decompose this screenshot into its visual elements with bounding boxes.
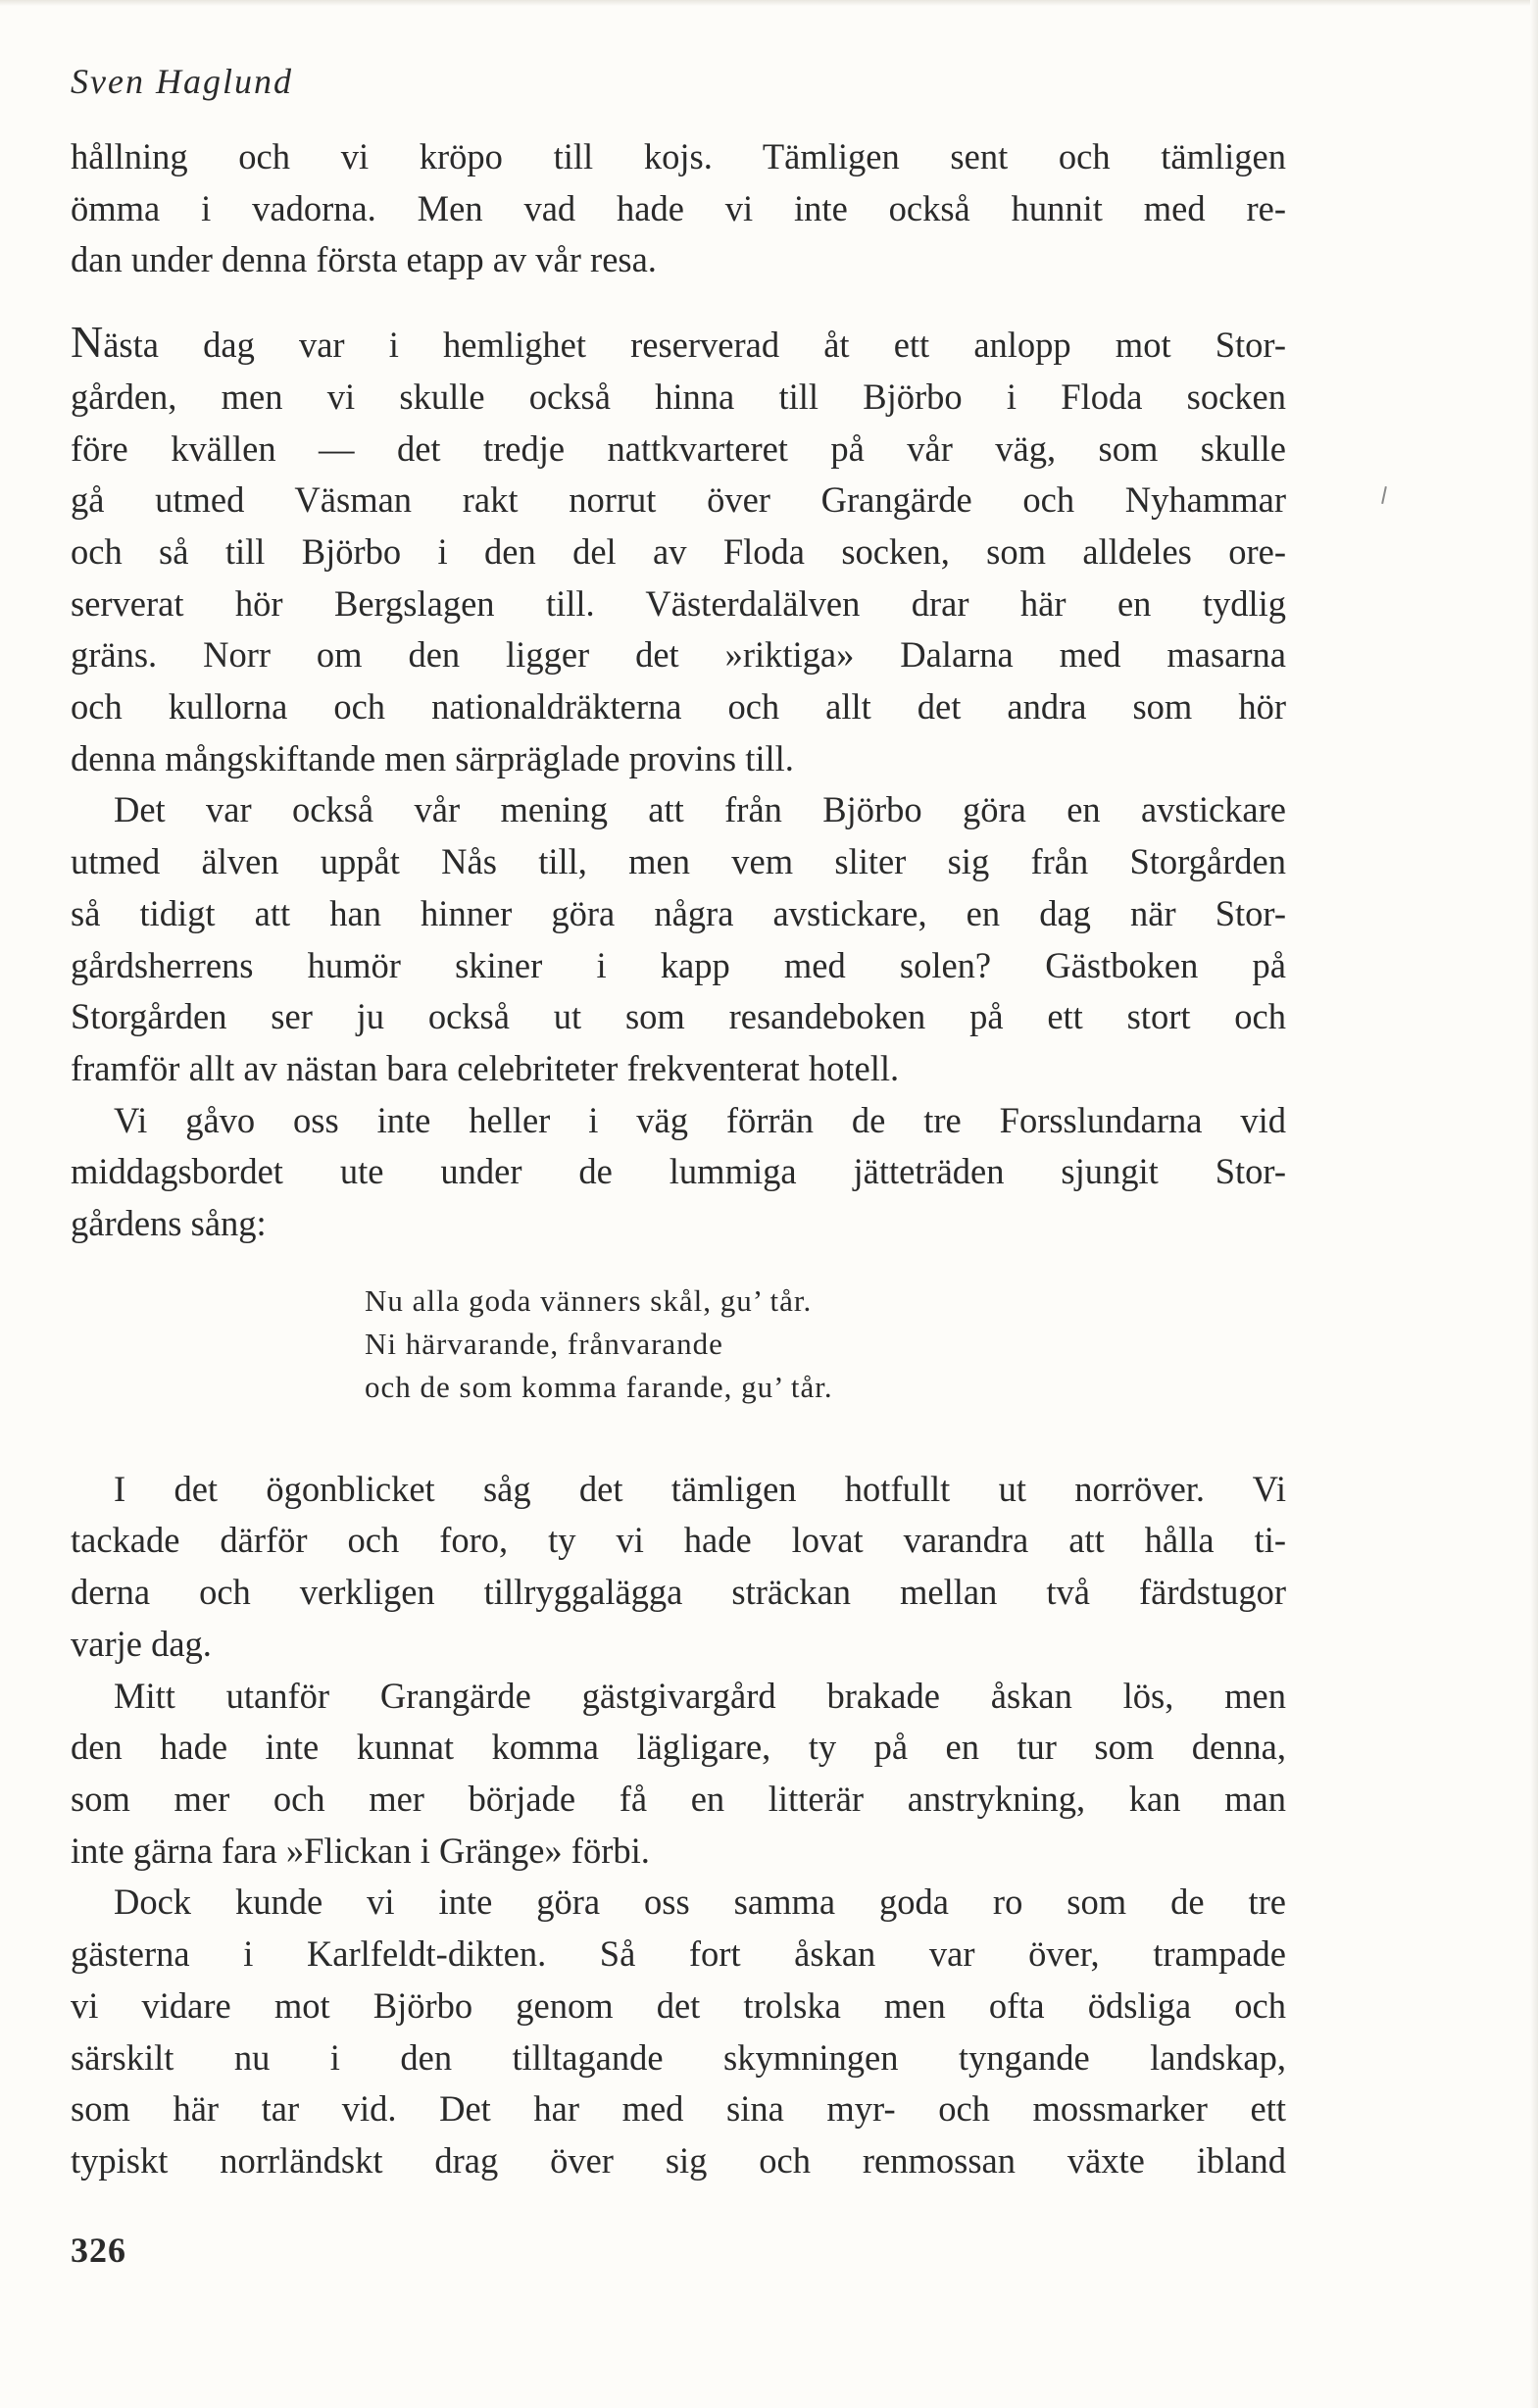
text-line: utmed älven uppåt Nås till, men vem sliter sig från Storgården [71,841,1286,882]
text-line: derna och verkligen tillryggalägga sträckan mellan två färdstugor [71,1572,1286,1613]
text-line: middagsbordet ute under de lummiga jätteträden sjungit Stor- [71,1151,1286,1192]
text-line: före kvällen — det tredje nattkvarteret på vår väg, som skulle [71,427,1286,469]
text-line: inte gärna fara »Flickan i Gränge» förbi. [71,1830,650,1871]
text-line: särskilt nu i den tilltagande skymningen tyngande landskap, [71,2036,1286,2078]
paragraph [71,784,1286,1094]
body-text [71,131,1286,2187]
text-line: dan under denna första etapp av vår resa. [71,239,657,280]
text-line: som mer och mer började få en litterär anstrykning, kan man [71,1778,1286,1819]
initial-letter: N [71,317,104,368]
text-line: och kullorna och nationaldräkterna och allt det andra som hör [71,686,1286,727]
page-number: 326 [71,2231,126,2270]
text-line: och så till Björbo i den del av Floda socken, som alldeles ore- [71,530,1286,572]
text-line: den hade inte kunnat komma lägligare, ty på en tur som denna, [71,1727,1286,1768]
text-line-rest: ästa dag var i hemlighet reserverad åt ett anlopp mot Stor- [103,325,1286,366]
paragraph-continuation [71,131,1286,286]
text-line: denna mångskiftande men särpräglade provins till. [71,737,794,778]
text-line: gästerna i Karlfeldt-dikten. Så fort åskan var över, trampade [71,1933,1286,1975]
margin-pencil-mark [1381,486,1387,504]
paragraph [71,1671,1286,1878]
running-head-author: Sven Haglund [71,62,293,101]
text-line: gräns. Norr om den ligger det »riktiga» Dalarna med masarna [71,634,1286,676]
text-line: Mitt utanför Grangärde gästgivargård brakade åskan lös, men [114,1675,1286,1716]
verse-line: Nu alla goda vänners skål, gu’ tår. [365,1282,813,1318]
text-line: gå utmed Väsman rakt norrut över Grangärde och Nyhammar [71,479,1286,521]
text-line: gårdsherrens humör skiner i kapp med solen? Gästboken på [71,944,1286,985]
text-line: tackade därför och foro, ty vi hade lovat varandra att hålla ti- [71,1520,1286,1561]
text-line: Storgården ser ju också ut som resandeboken på ett stort och [71,996,1286,1037]
text-line: Det var också vår mening att från Björbo göra en avstickare [114,789,1286,830]
text-line: I det ögonblicket såg det tämligen hotfullt ut norröver. Vi [114,1468,1286,1509]
page-right-edge [1530,0,1538,2408]
verse-spacing [71,1409,1286,1464]
text-line: Dock kunde vi inte göra oss samma goda ro som de tre [114,1881,1286,1923]
text-line-first [71,317,1286,372]
text-line: hållning och vi kröpo till kojs. Tämligen sent och tämligen [71,136,1286,176]
text-line: varje dag. [71,1623,212,1664]
paragraph [71,1464,1286,1671]
paragraph-section-start [71,317,1286,784]
section-break [71,286,1286,320]
text-line: framför allt av nästan bara celebriteter frekventerat hotell. [71,1047,900,1088]
text-line: så tidigt att han hinner göra några avstickare, en dag när Stor- [71,892,1286,933]
verse-quote [365,1279,1286,1409]
text-line: ömma i vadorna. Men vad hade vi inte också hunnit med re- [71,187,1286,228]
text-line: serverat hör Bergslagen till. Västerdalälven drar här en tydlig [71,582,1286,624]
text-line: typiskt norrländskt drag över sig och renmossan växte ibland [71,2139,1286,2181]
text-line: gårdens sång: [71,1203,267,1244]
text-line: som här tar vid. Det har med sina myr- och mossmarker ett [71,2088,1286,2130]
page-top-edge [0,0,1538,6]
text-line: vi vidare mot Björbo genom det trolska men ofta ödsliga och [71,1984,1286,2026]
verse-line: Ni härvarande, frånvarande [365,1326,723,1361]
text-line: gården, men vi skulle också hinna till Björbo i Floda socken [71,376,1286,417]
text-line: Vi gåvo oss inte heller i väg förrän de tre Forsslundarna vid [114,1099,1286,1140]
paragraph [71,1095,1286,1250]
paragraph [71,1877,1286,2186]
verse-line: och de som komma farande, gu’ tår. [365,1369,833,1404]
